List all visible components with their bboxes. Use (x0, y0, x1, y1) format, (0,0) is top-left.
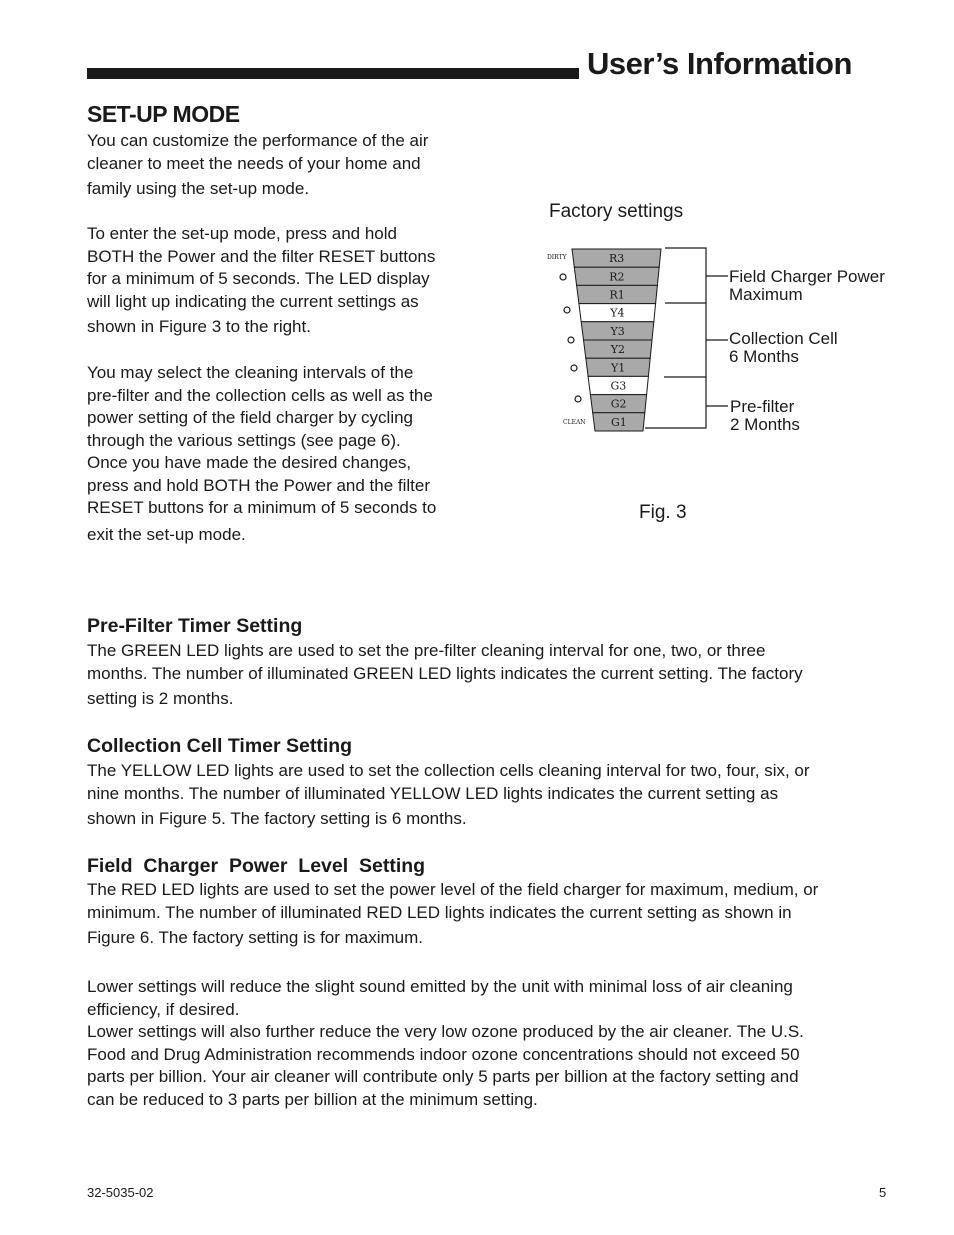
text-line: BOTH the Power and the filter RESET buttons (87, 246, 436, 266)
page-number: 5 (879, 1185, 887, 1200)
field-charger-heading: Field Charger Power Level Setting (87, 855, 426, 877)
prefilter-label (730, 398, 800, 433)
indicator-dot (568, 337, 574, 343)
led-label: Y4 (610, 306, 625, 320)
header-rule (87, 68, 579, 79)
led-label: R1 (609, 288, 625, 302)
text-line: shown in Figure 3 to the right. (87, 317, 311, 336)
label-line: Collection Cell (729, 329, 838, 348)
text-line: The RED LED lights are used to set the power level of the field charger for maximum, medium, or (87, 880, 819, 899)
text-line: shown in Figure 5. The factory setting is 6 months. (87, 809, 467, 828)
text-line: setting is 2 months. (87, 689, 234, 708)
collection-cell-paragraph (87, 760, 810, 831)
label-line: 2 Months (730, 414, 800, 434)
indicator-dot (575, 396, 581, 402)
led-label: R2 (609, 270, 625, 284)
prefilter-paragraph (87, 640, 803, 711)
text-line: will light up indicating the current settings as (87, 291, 419, 311)
text-line: months. The number of illuminated GREEN LED lights indicates the current setting. The factory (87, 663, 803, 683)
text-line: Figure 6. The factory setting is for maximum. (87, 928, 424, 947)
text-line: minimum. The number of illuminated RED LED lights indicates the current setting as shown in (87, 902, 792, 922)
text-line: The GREEN LED lights are used to set the pre-filter cleaning interval for one, two, or three (87, 641, 766, 660)
text-line: for a minimum of 5 seconds. The LED display (87, 269, 430, 288)
text-line: can be reduced to 3 parts per billion at the minimum setting. (87, 1089, 538, 1109)
clean-label: CLEAN (563, 419, 586, 426)
setup-paragraph-3 (87, 362, 436, 546)
text-line: family using the set-up mode. (87, 179, 310, 198)
collection-cell-label (729, 330, 838, 365)
text-line: RESET buttons for a minimum of 5 seconds to (87, 498, 437, 517)
text-line: You may select the cleaning intervals of the (87, 363, 414, 382)
led-label: R3 (608, 252, 625, 266)
label-line: Maximum (729, 284, 803, 304)
text-line: Lower settings will also further reduce the very low ozone produced by the air cleaner. The U.S. (87, 1022, 804, 1041)
text-line: cleaner to meet the needs of your home and (87, 153, 421, 173)
figure-caption: Fig. 3 (639, 502, 687, 523)
prefilter-heading: Pre-Filter Timer Setting (87, 615, 303, 637)
led-label: Y3 (610, 324, 625, 338)
text-line: press and hold BOTH the Power and the filter (87, 475, 431, 495)
text-line: power setting of the field charger by cycling (87, 408, 414, 427)
text-line: To enter the set-up mode, press and hold (87, 224, 397, 243)
setup-mode-heading: SET-UP MODE (87, 101, 240, 127)
indicator-dot (564, 307, 570, 313)
page-title: User’s Information (587, 46, 852, 81)
text-line: efficiency, if desired. (87, 999, 240, 1019)
text-line: parts per billion. Your air cleaner will contribute only 5 parts per billion at the factory setting and (87, 1067, 799, 1086)
label-line: Pre-filter (730, 397, 795, 416)
text-line: nine months. The number of illuminated YELLOW LED lights indicates the current setting as (87, 783, 779, 803)
field-charger-label (729, 268, 885, 303)
dirty-label: DIRTY (547, 254, 567, 261)
label-line: Field Charger Power (729, 267, 885, 286)
text-line: through the various settings (see page 6). (87, 430, 401, 450)
text-line: You can customize the performance of the air (87, 131, 429, 150)
setup-paragraph-1 (87, 130, 428, 201)
text-line: The YELLOW LED lights are used to set the collection cells cleaning interval for two, four, six, or (87, 761, 810, 780)
led-label: G2 (610, 397, 627, 411)
ozone-paragraph (87, 976, 804, 1111)
label-line: 6 Months (729, 346, 799, 366)
collection-cell-heading: Collection Cell Timer Setting (87, 735, 353, 757)
text-line: Lower settings will reduce the slight sound emitted by the unit with minimal loss of air cleaning (87, 977, 793, 996)
field-charger-paragraph (87, 879, 818, 950)
led-display-figure (540, 240, 740, 440)
figure-title: Factory settings (549, 201, 684, 222)
led-label: G3 (610, 379, 627, 393)
indicator-dot (560, 274, 566, 280)
text-line: Food and Drug Administration recommends indoor ozone concentrations should not exceed 50 (87, 1044, 800, 1064)
text-line: pre-filter and the collection cells as well as the (87, 385, 433, 405)
indicator-dot (571, 365, 577, 371)
setup-paragraph-2 (87, 223, 435, 339)
document-code: 32-5035-02 (87, 1185, 154, 1200)
led-label: Y1 (610, 361, 626, 375)
led-label: Y2 (610, 343, 626, 357)
text-line: exit the set-up mode. (87, 524, 246, 544)
led-label: G1 (610, 415, 627, 429)
text-line: Once you have made the desired changes, (87, 453, 412, 472)
